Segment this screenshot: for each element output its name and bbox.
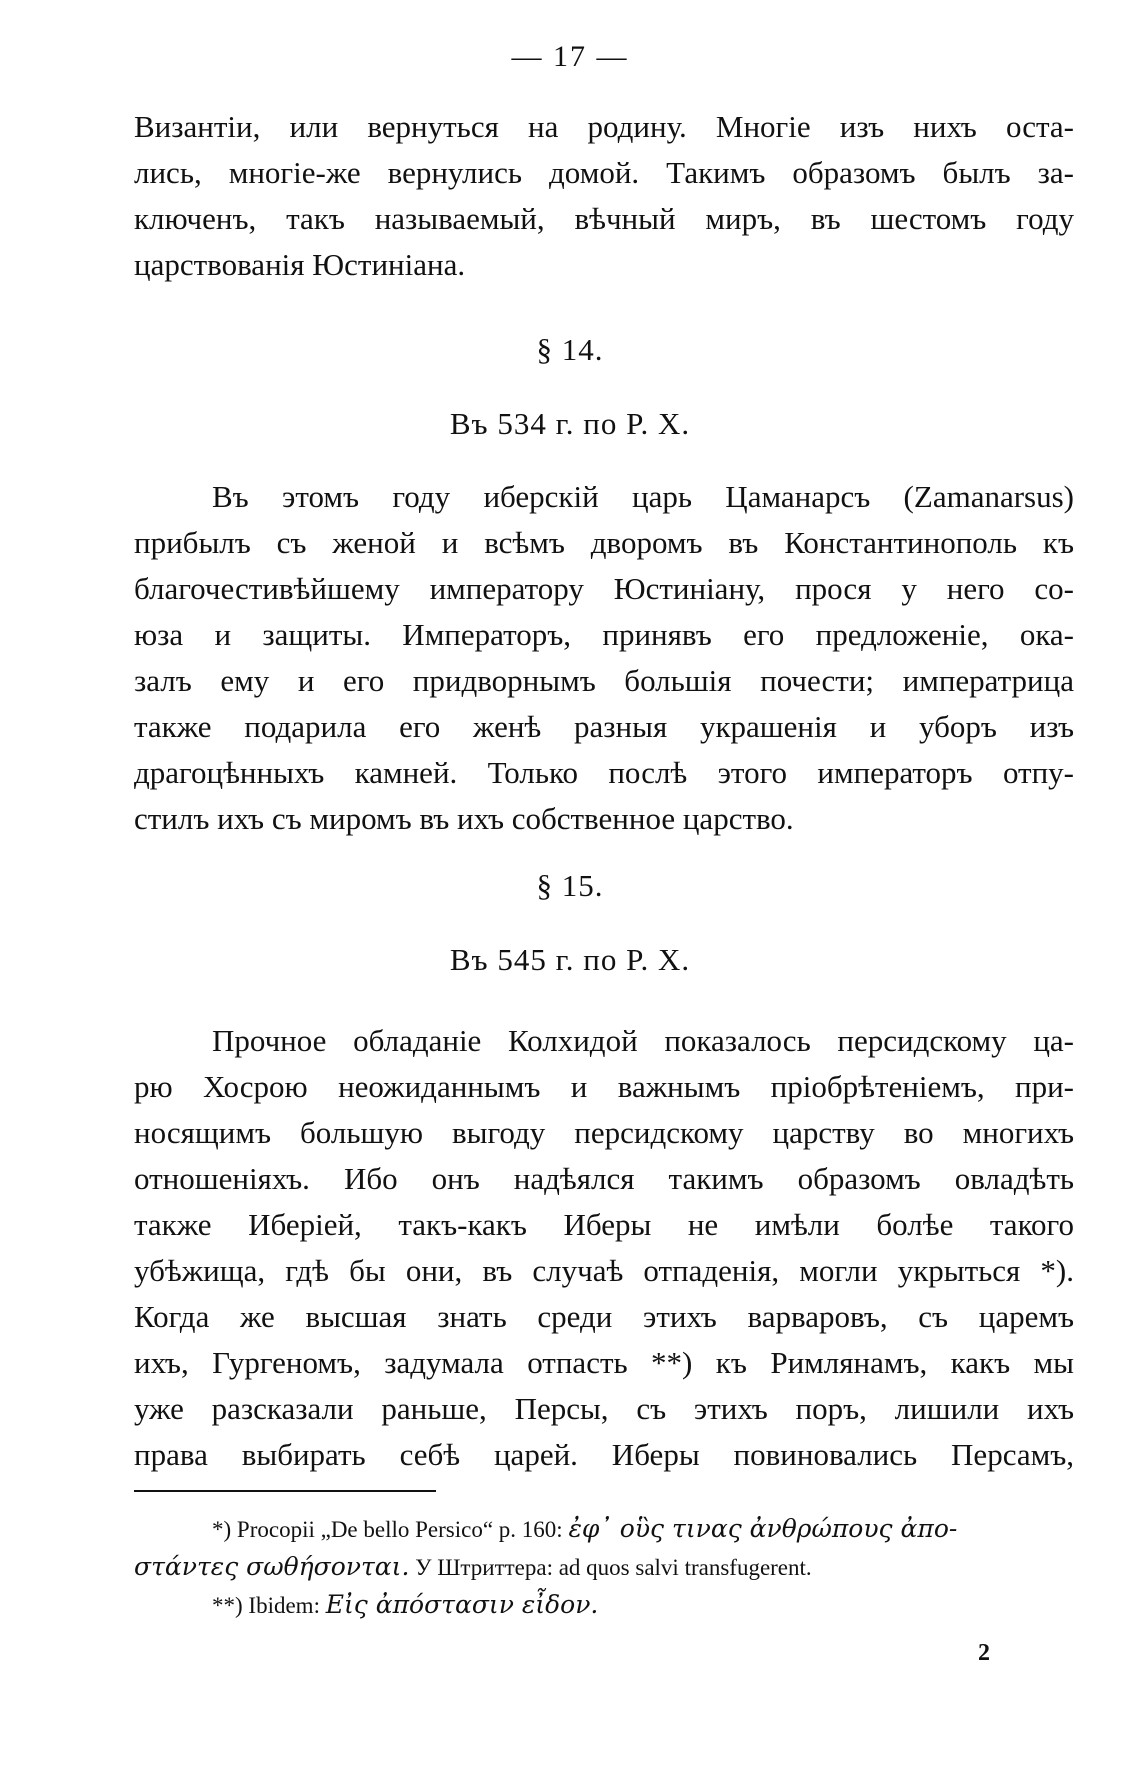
- footnotes: [134, 1510, 1074, 1624]
- section-15-date: Въ 545 г. по Р. Х.: [449, 942, 691, 977]
- text-line: царствованія Юстиніана.: [134, 247, 466, 282]
- section-15-paragraph: [134, 1018, 1074, 1478]
- footnote-1-translation: У Штриттера: ad quos salvi transfugerent.: [415, 1555, 812, 1580]
- text-line: драгоцѣнныхъ камней. Только послѣ этого императоръ отпу-: [134, 755, 1074, 790]
- page-number: — 17 —: [511, 40, 629, 73]
- text-line: ихъ, Гургеномъ, задумала отпасть **) къ Римлянамъ, какъ мы: [134, 1345, 1074, 1380]
- footnote-1-marker: *): [212, 1517, 232, 1542]
- text-line: лись, многіе-же вернулись домой. Такимъ образомъ былъ за-: [134, 155, 1074, 190]
- text-line: залъ ему и его придворнымъ большія почести; императрица: [134, 663, 1074, 698]
- text-line: прибылъ съ женой и всѣмъ дворомъ въ Константинополь къ: [134, 525, 1074, 560]
- text-line: стилъ ихъ съ миромъ въ ихъ собственное царство.: [134, 801, 794, 836]
- sheet-signature: 2: [978, 1640, 990, 1666]
- footnote-1-citation: Procopii „De bello Persico“ p. 160:: [236, 1517, 563, 1542]
- text-line: юза и защиты. Императоръ, принявъ его предложеніе, ока-: [134, 617, 1074, 652]
- footnote-1-greek: ἐφ᾽ οὓς τινας ἀνθρώπους ἀπο-: [568, 1514, 958, 1543]
- intro-paragraph: [134, 104, 1074, 288]
- footnote-divider: [134, 1490, 436, 1492]
- text-line: Византіи, или вернуться на родину. Многіе изъ нихъ оста-: [134, 109, 1074, 144]
- section-14-date: Въ 534 г. по Р. Х.: [449, 406, 691, 441]
- text-line: рю Хосрою неожиданнымъ и важнымъ пріобрѣтеніемъ, при-: [134, 1069, 1074, 1104]
- text-line: также подарила его женѣ разныя украшенія и уборъ изъ: [134, 709, 1074, 744]
- footnote-2-citation: Ibidem:: [248, 1593, 320, 1618]
- text-line: ключенъ, такъ называемый, вѣчный миръ, въ шестомъ году: [134, 201, 1074, 236]
- text-line: уже разсказали раньше, Персы, съ этихъ поръ, лишили ихъ: [134, 1391, 1074, 1426]
- footnote-1-line-1: [134, 1510, 1074, 1548]
- footnote-2-marker: **): [212, 1593, 243, 1618]
- text-line: также Иберіей, такъ-какъ Иберы не имѣли болѣе такого: [134, 1207, 1074, 1242]
- text-line: права выбирать себѣ царей. Иберы повиновались Персамъ,: [134, 1437, 1074, 1472]
- text-line: убѣжища, гдѣ бы они, въ случаѣ отпаденія, могли укрыться *).: [134, 1253, 1074, 1288]
- text-line: благочестивѣйшему императору Юстиніану, прося у него со-: [134, 571, 1074, 606]
- text-line: Прочное обладаніе Колхидой показалось персидскому ца-: [212, 1023, 1074, 1058]
- text-line: Когда же высшая знать среди этихъ варваровъ, съ царемъ: [134, 1299, 1074, 1334]
- section-14-heading: § 14.: [536, 332, 604, 367]
- text-line: носящимъ большую выгоду персидскому царству во многихъ: [134, 1115, 1074, 1150]
- text-line: отношеніяхъ. Ибо онъ надѣялся такимъ образомъ овладѣть: [134, 1161, 1074, 1196]
- section-14-paragraph: [134, 474, 1074, 842]
- footnote-1-greek-cont: στάντες σωθήσονται.: [134, 1552, 410, 1581]
- text-line: Въ этомъ году иберскій царь Цаманарсъ (Zamanarsus): [212, 479, 1074, 514]
- footnote-2-greek: Εἰς ἀπόστασιν εἶδον.: [325, 1590, 599, 1619]
- section-15-heading: § 15.: [536, 868, 604, 903]
- footnote-2: [134, 1586, 1074, 1624]
- footnote-1-line-2: [134, 1548, 1074, 1586]
